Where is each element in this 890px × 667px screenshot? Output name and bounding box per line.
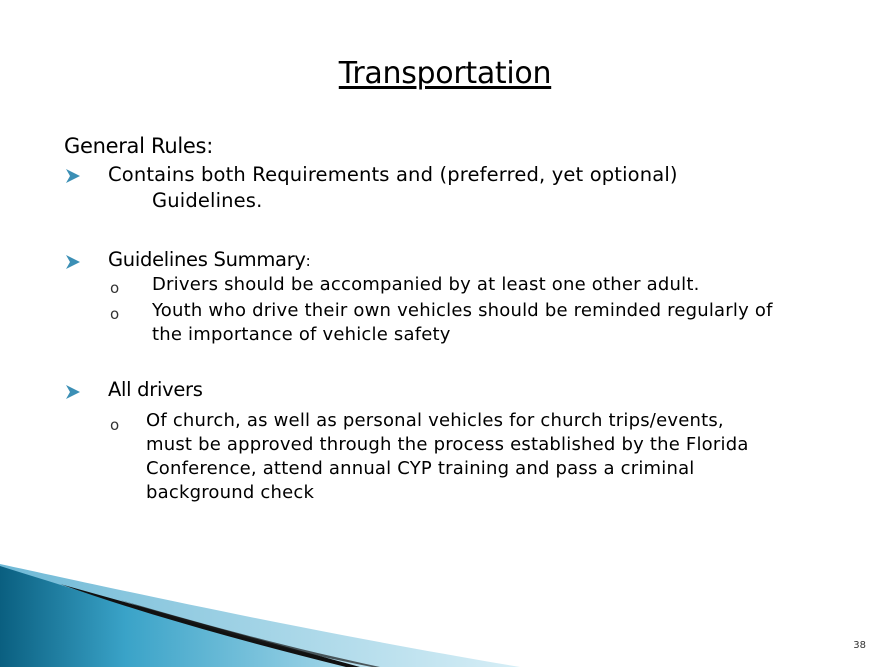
hollow-circle-bullet-icon: o [110,279,120,297]
hollow-circle-bullet-icon: o [110,416,120,434]
arrowhead-bullet-icon [64,167,82,185]
hollow-circle-bullet-icon: o [110,305,120,323]
slide-title: Transportation [338,56,552,91]
guidelines-summary-heading-text: Guidelines Summary [108,248,306,271]
all-drivers-item-line4: background check [146,482,315,503]
all-drivers-item-line1: Of church, as well as personal vehicles for church trips/events, [146,410,724,431]
guideline-item-2-line2: the importance of vehicle safety [152,324,451,345]
page-number: 38 [853,640,866,651]
general-rules-heading [64,134,213,158]
guidelines-summary-heading [108,248,310,271]
all-drivers-item-line3: Conference, attend annual CYP training and pass a criminal [146,458,695,479]
arrowhead-bullet-icon [64,383,82,401]
guideline-item-1-line1: Drivers should be accompanied by at least one other adult. [152,274,700,295]
guideline-item-2-line1: Youth who drive their own vehicles should be reminded regularly of [152,300,773,321]
arrowhead-bullet-icon [64,253,82,271]
general-rules-colon: : [206,134,213,158]
general-rules-heading-text: General Rules [64,134,207,158]
all-drivers-item-line2: must be approved through the process established by the Florida [146,434,749,455]
bullet-requirements-line2: Guidelines. [152,189,263,212]
guidelines-summary-colon: : [305,252,311,270]
all-drivers-heading: All drivers [108,378,203,401]
bullet-requirements-line1: Contains both Requirements and (preferred, yet optional) [108,163,678,186]
